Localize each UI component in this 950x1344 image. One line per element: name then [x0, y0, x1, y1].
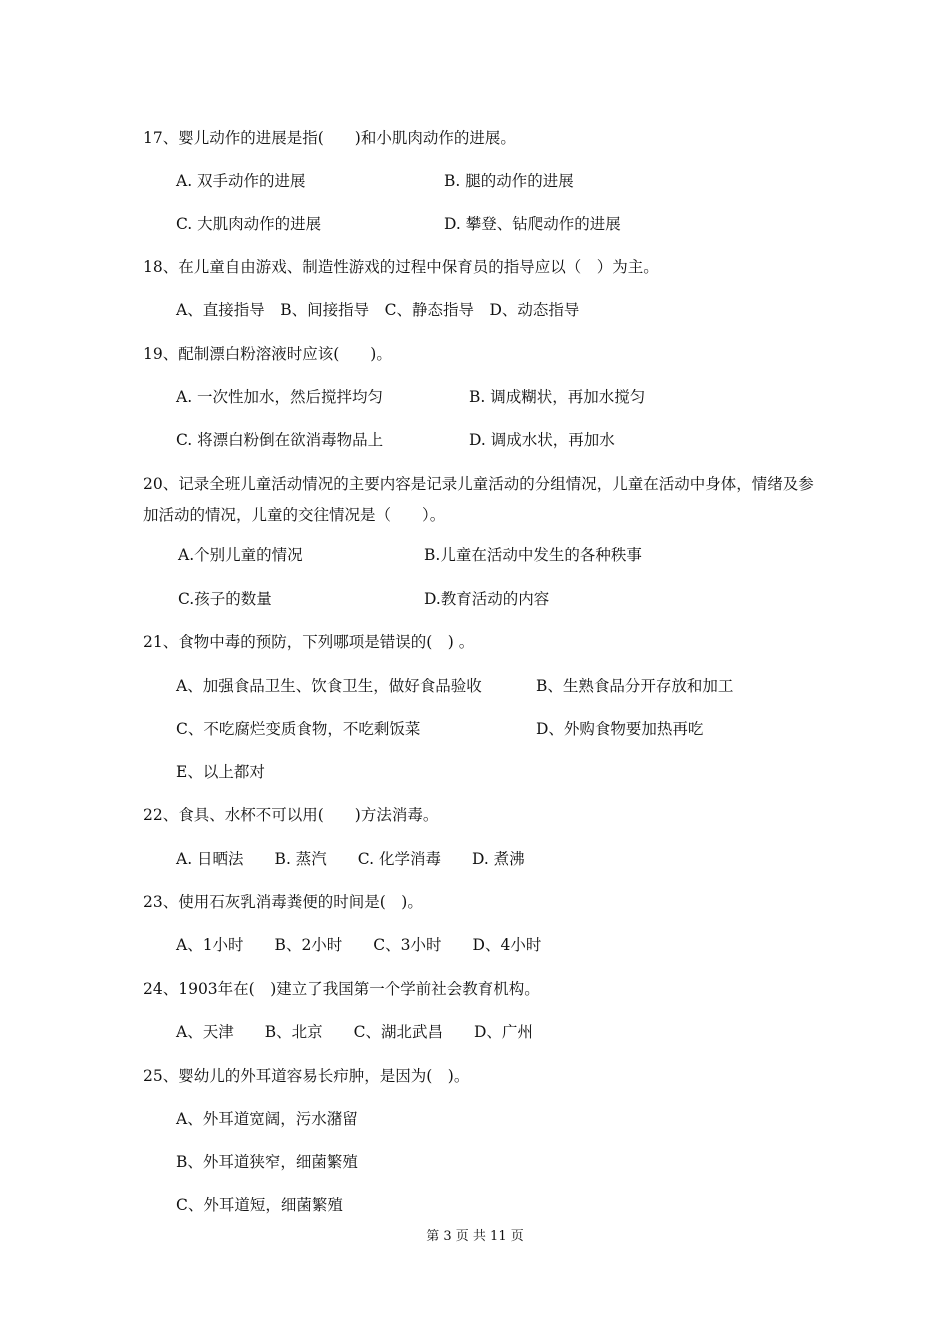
question-24: 24、1903年在( )建立了我国第一个学前社会教育机构。 — [143, 980, 540, 998]
question-25: 25、婴幼儿的外耳道容易长疖肿，是因为( )。 — [143, 1067, 470, 1085]
question-17-option-a: A. 双手动作的进展 — [176, 172, 306, 190]
question-22: 22、食具、水杯不可以用( )方法消毒。 — [143, 806, 439, 824]
question-17-option-c: C. 大肌肉动作的进展 — [176, 215, 322, 233]
question-19-option-d: D. 调成水状，再加水 — [469, 431, 615, 449]
question-21-option-d: D、外购食物要加热再吃 — [536, 720, 704, 738]
question-25-option-b: B、外耳道狭窄，细菌繁殖 — [176, 1153, 358, 1171]
question-19-option-b: B. 调成糊状，再加水搅匀 — [469, 388, 646, 406]
question-23-options: A、1小时 B、2小时 C、3小时 D、4小时 — [176, 936, 542, 954]
question-18-options: A、直接指导 B、间接指导 C、静态指导 D、动态指导 — [176, 301, 580, 319]
question-21: 21、食物中毒的预防，下列哪项是错误的( ) 。 — [143, 633, 475, 651]
question-18: 18、在儿童自由游戏、制造性游戏的过程中保育员的指导应以（ ）为主。 — [143, 258, 659, 276]
question-21-option-b: B、生熟食品分开存放和加工 — [536, 677, 734, 695]
question-20-option-d: D.教育活动的内容 — [424, 590, 550, 608]
question-22-options: A. 日晒法 B. 蒸汽 C. 化学消毒 D. 煮沸 — [176, 850, 525, 868]
question-25-option-c: C、外耳道短，细菌繁殖 — [176, 1196, 343, 1214]
question-17: 17、婴儿动作的进展是指( )和小肌肉动作的进展。 — [143, 129, 516, 147]
question-20-option-a: A.个别儿童的情况 — [178, 546, 303, 564]
question-21-option-e: E、以上都对 — [176, 763, 265, 781]
question-25-option-a: A、外耳道宽阔，污水潴留 — [176, 1110, 358, 1128]
question-23: 23、使用石灰乳消毒粪便的时间是( )。 — [143, 893, 423, 911]
question-17-option-d: D. 攀登、钻爬动作的进展 — [444, 215, 621, 233]
question-19: 19、配制漂白粉溶液时应该( )。 — [143, 345, 392, 363]
question-21-option-a: A、加强食品卫生、饮食卫生，做好食品验收 — [176, 677, 482, 695]
question-17-option-b: B. 腿的动作的进展 — [444, 172, 574, 190]
question-24-options: A、天津 B、北京 C、湖北武昌 D、广州 — [176, 1023, 533, 1041]
question-19-option-a: A. 一次性加水，然后搅拌均匀 — [176, 388, 384, 406]
question-21-option-c: C、不吃腐烂变质食物，不吃剩饭菜 — [176, 720, 421, 738]
question-20-option-b: B.儿童在活动中发生的各种秩事 — [424, 546, 642, 564]
page-footer: 第 3 页 共 11 页 — [426, 1229, 524, 1244]
question-19-option-c: C. 将漂白粉倒在欲消毒物品上 — [176, 431, 384, 449]
question-20: 20、记录全班儿童活动情况的主要内容是记录儿童活动的分组情况，儿童在活动中身体，情绪及参加活动的情况，儿童的交往情况是（ ）。 — [143, 475, 814, 524]
question-20-option-c: C.孩子的数量 — [178, 590, 272, 608]
